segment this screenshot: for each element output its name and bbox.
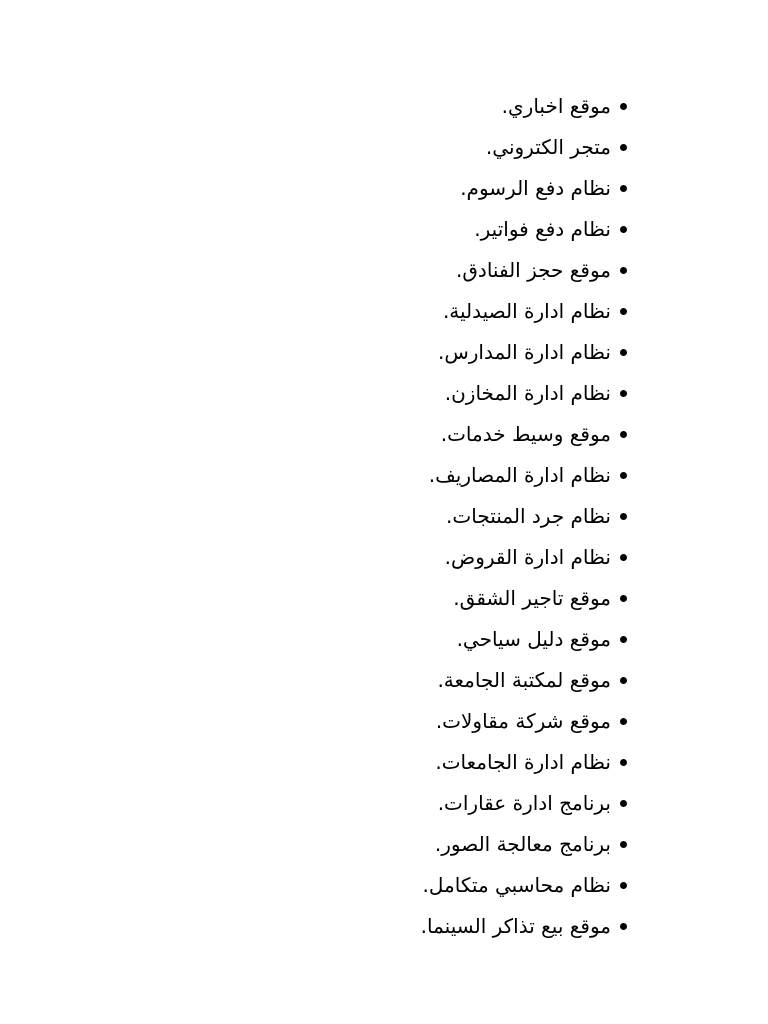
list-item xyxy=(421,660,627,701)
list-item xyxy=(421,701,627,742)
list-item-text: موقع بيع تذاكر السينما. xyxy=(420,914,611,938)
list-item xyxy=(421,455,627,496)
list-item-text: متجر الكتروني. xyxy=(485,135,611,159)
bullet-icon xyxy=(620,882,627,889)
list-item xyxy=(421,291,627,332)
list-item xyxy=(421,86,627,127)
bullet-icon xyxy=(620,636,627,643)
list-item-text: برنامج معالجة الصور. xyxy=(434,832,611,856)
list-item-text: نظام جرد المنتجات. xyxy=(446,504,611,528)
bullet-icon xyxy=(620,267,627,274)
list-item xyxy=(421,783,627,824)
list-item xyxy=(421,824,627,865)
list-item-text: نظام ادارة القروض. xyxy=(444,545,611,569)
list-item-text: نظام ادارة المدارس. xyxy=(437,340,611,364)
list-item-text: نظام ادارة المصاريف. xyxy=(428,463,611,487)
bullet-icon xyxy=(620,103,627,110)
bullet-icon xyxy=(620,718,627,725)
list-item xyxy=(421,578,627,619)
bullet-icon xyxy=(620,144,627,151)
bullet-icon xyxy=(620,185,627,192)
bullet-icon xyxy=(620,513,627,520)
bullet-icon xyxy=(620,759,627,766)
list-item-text: نظام دفع الرسوم. xyxy=(460,176,611,200)
list-item xyxy=(421,742,627,783)
list-item xyxy=(421,373,627,414)
bullet-icon xyxy=(620,677,627,684)
list-item-text: نظام ادارة الجامعات. xyxy=(435,750,611,774)
list-item xyxy=(421,332,627,373)
bullet-icon xyxy=(620,349,627,356)
list-item-text: موقع لمكتبة الجامعة. xyxy=(437,668,611,692)
bullet-icon xyxy=(620,554,627,561)
list-item-text: نظام ادارة الصيدلية. xyxy=(442,299,611,323)
bullet-icon xyxy=(620,841,627,848)
bullet-icon xyxy=(620,595,627,602)
list-item-text: موقع شركة مقاولات. xyxy=(435,709,611,733)
list-item-text: نظام ادارة المخازن. xyxy=(444,381,611,405)
list-item-text: موقع اخباري. xyxy=(501,94,611,118)
bullet-icon xyxy=(620,308,627,315)
bullet-icon xyxy=(620,390,627,397)
list-item-text: نظام محاسبي متكامل. xyxy=(422,873,611,897)
bullet-icon xyxy=(620,226,627,233)
list-item-text: برنامج ادارة عقارات. xyxy=(437,791,611,815)
bullet-icon xyxy=(620,800,627,807)
list-item xyxy=(421,168,627,209)
list-item-text: موقع وسيط خدمات. xyxy=(440,422,611,446)
bullet-icon xyxy=(620,472,627,479)
list-item-text: موقع حجز الفنادق. xyxy=(456,258,611,282)
list-item-text: نظام دفع فواتير. xyxy=(474,217,611,241)
list-item-text: موقع تاجير الشقق. xyxy=(453,586,611,610)
list-item xyxy=(421,250,627,291)
project-ideas-list xyxy=(421,86,627,947)
list-item xyxy=(421,865,627,906)
list-item xyxy=(421,906,627,947)
list-item-text: موقع دليل سياحي. xyxy=(456,627,611,651)
bullet-icon xyxy=(620,431,627,438)
list-item xyxy=(421,127,627,168)
list-item xyxy=(421,619,627,660)
list-item xyxy=(421,496,627,537)
list-item xyxy=(421,537,627,578)
list-item xyxy=(421,414,627,455)
list-item xyxy=(421,209,627,250)
bullet-icon xyxy=(620,923,627,930)
